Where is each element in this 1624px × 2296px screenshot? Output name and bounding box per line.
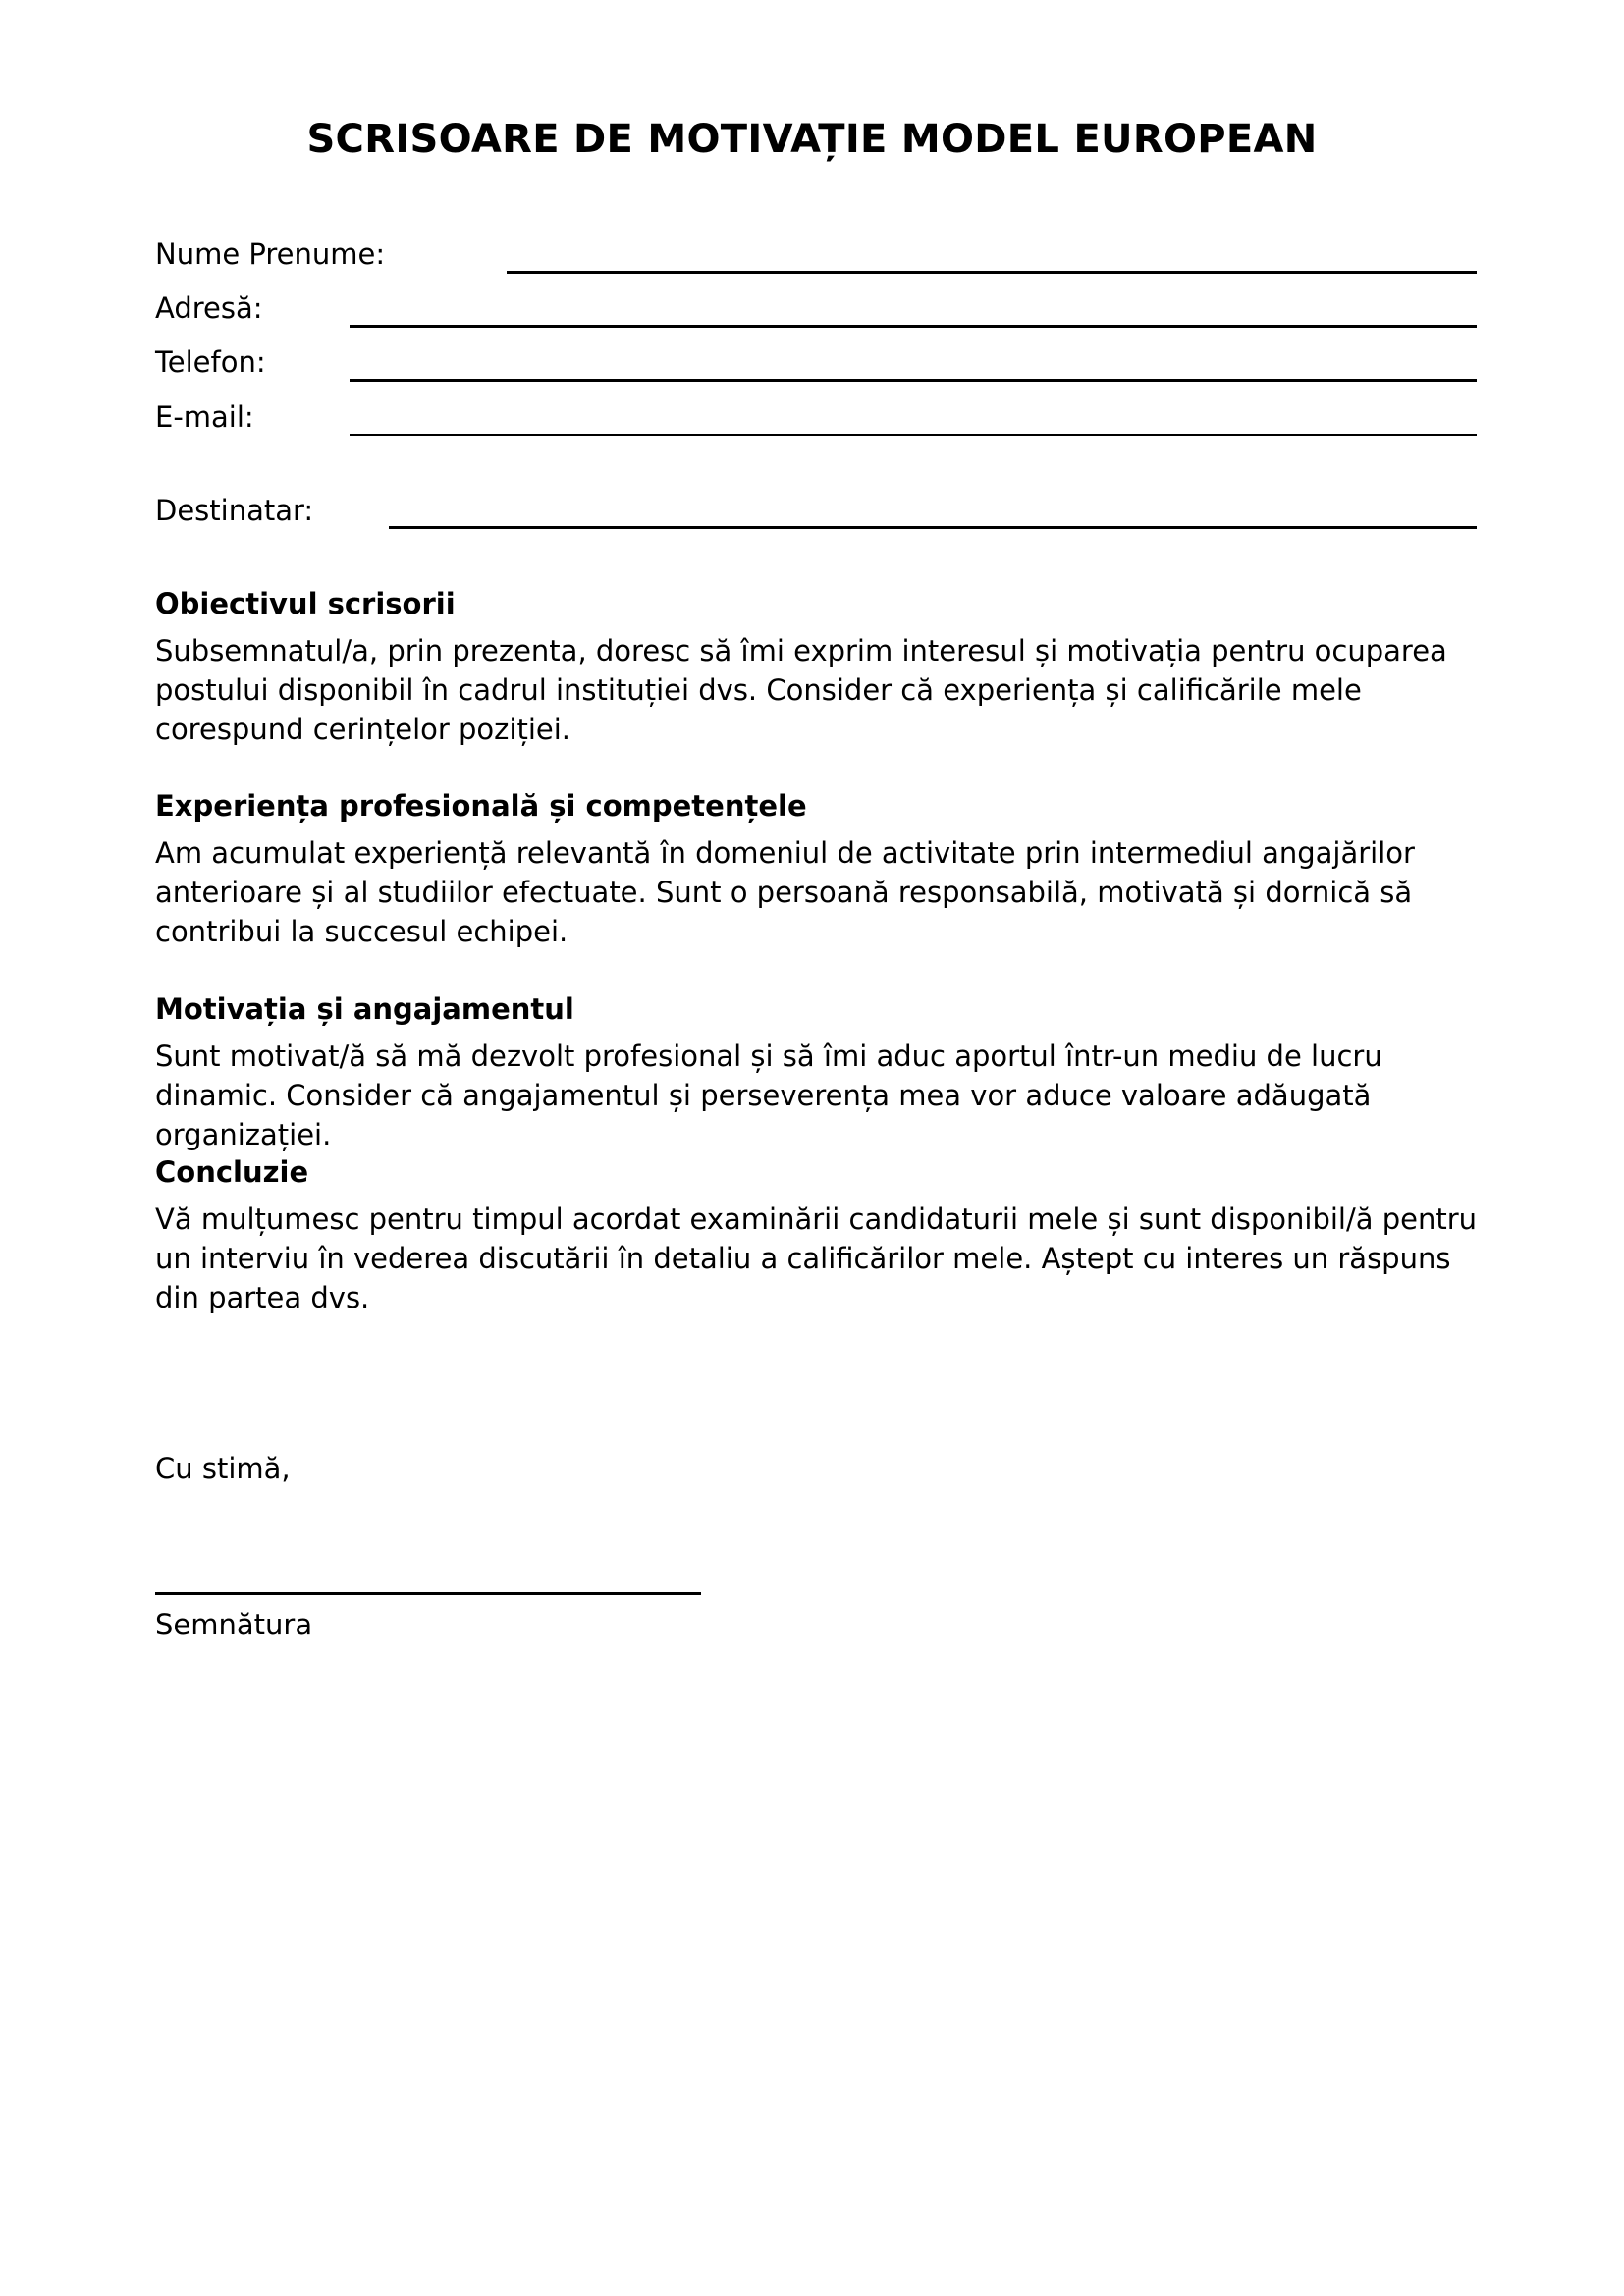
section-body: Subsemnatul/a, prin prezenta, doresc să îmi exprim interesul și motivația pentru ocuparea postului disponibil în cadrul instituției dvs. Consider că experiența și calificările mele corespund cerințelor poziției. [155,634,1447,746]
signature-label: Semnătura [155,1608,313,1641]
section-heading: Experiența profesională și competențele [155,789,807,823]
field-line-email[interactable] [350,434,1477,436]
field-line-address[interactable] [350,325,1477,328]
field-line-recipient[interactable] [389,526,1477,529]
closing-salutation: Cu stimă, [155,1452,291,1485]
section-heading: Obiectivul scrisorii [155,587,456,620]
section-body: Am acumulat experiență relevantă în domeniul de activitate prin intermediul angajărilor anterioare și al studiilor efectuate. Sunt o persoană responsabilă, motivată și dornică să contribui la succesul echipei. [155,836,1415,948]
field-label-address: Adresă: [155,292,263,325]
section-heading: Concluzie [155,1155,309,1189]
field-label-email: E-mail: [155,400,254,434]
field-label-phone: Telefon: [155,346,266,379]
section-body: Vă mulțumesc pentru timpul acordat examinării candidaturii mele și sunt disponibil/ă pentru un interviu în vederea discutării în detaliu a calificărilor mele. Aștept cu interes un răspuns din partea dvs. [155,1202,1478,1314]
signature-line[interactable] [155,1592,701,1595]
field-line-name[interactable] [507,271,1477,274]
section-body: Sunt motivat/ă să mă dezvolt profesional și să îmi aduc aportul într-un mediu de lucru dinamic. Consider că angajamentul și perseverența mea vor aduce valoare adăugată organizației. [155,1040,1382,1151]
section-heading: Motivația și angajamentul [155,992,574,1026]
field-line-phone[interactable] [350,379,1477,382]
field-label-name: Nume Prenume: [155,238,386,271]
page-title: SCRISOARE DE MOTIVAȚIE MODEL EUROPEAN [306,117,1318,162]
field-label-recipient: Destinatar: [155,494,314,527]
